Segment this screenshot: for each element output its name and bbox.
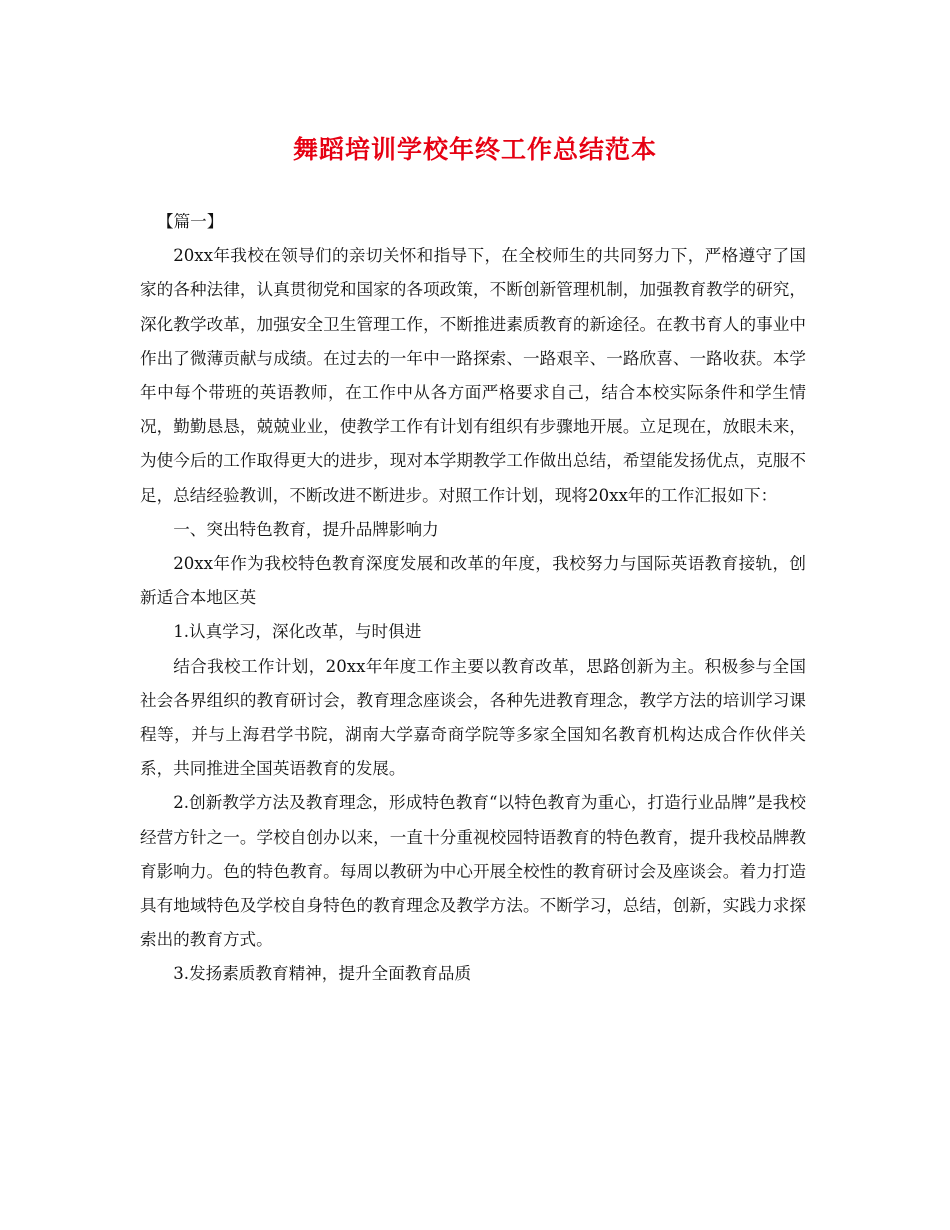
document-title: 舞蹈培训学校年终工作总结范本 — [292, 135, 657, 164]
paragraph-item-2: 2.创新教学方法及教育理念，形成特色教育“以特色教育为重心，打造行业品牌”是我校经营方针之一。学校自创办以来，一直十分重视校园特语教育的特色教育，提升我校品牌教育影响力。色的特色教育。每周以教研为中心开展全校性的教育研讨会及座谈会。着力打造具有地域特色及学校自身特色的教育理念及教学方法。不断学习，总结，创新，实践力求探索出的教育方式。 — [140, 793, 806, 950]
heading-item-1: 1.认真学习，深化改革，与时俱进 — [173, 622, 422, 642]
document-body — [140, 205, 806, 992]
paragraph-item-1: 结合我校工作计划，20xx年年度工作主要以教育改革，思路创新为主。积极参与全国社会各界组织的教育研讨会，教育理念座谈会，各种先进教育理念，教学方法的培训学习课程等，并与上海君学书院，湖南大学嘉奇商学院等多家全国知名教育机构达成合作伙伴关系，共同推进全国英语教育的发展。 — [140, 656, 806, 779]
heading-item-3: 3.发扬素质教育精神，提升全面教育品质 — [173, 964, 472, 984]
paragraph-section-1: 20xx年作为我校特色教育深度发展和改革的年度，我校努力与国际英语教育接轨，创新适合本地区英 — [140, 554, 806, 608]
section-tag: 【篇一】 — [157, 212, 224, 231]
heading-section-1: 一、突出特色教育，提升品牌影响力 — [173, 519, 439, 539]
paragraph-intro: 20xx年我校在领导们的亲切关怀和指导下，在全校师生的共同努力下，严格遵守了国家的各种法律，认真贯彻党和国家的各项政策，不断创新管理机制，加强教育教学的研究，深化教学改革，加强安全卫生管理工作，不断推进素质教育的新途径。在教书育人的事业中作出了微薄贡献与成绩。在过去的一年中一路探索、一路艰辛、一路欣喜、一路收获。本学年中每个带班的英语教师，在工作中从各方面严格要求自己，结合本校实际条件和学生情况，勤勤恳恳，兢兢业业，使教学工作有计划有组织有步骤地开展。立足现在，放眼未来，为使今后的工作取得更大的进步，现对本学期教学工作做出总结，希望能发扬优点，克服不足，总结经验教训，不断改进不断进步。对照工作计划，现将20xx年的工作汇报如下： — [140, 246, 806, 505]
